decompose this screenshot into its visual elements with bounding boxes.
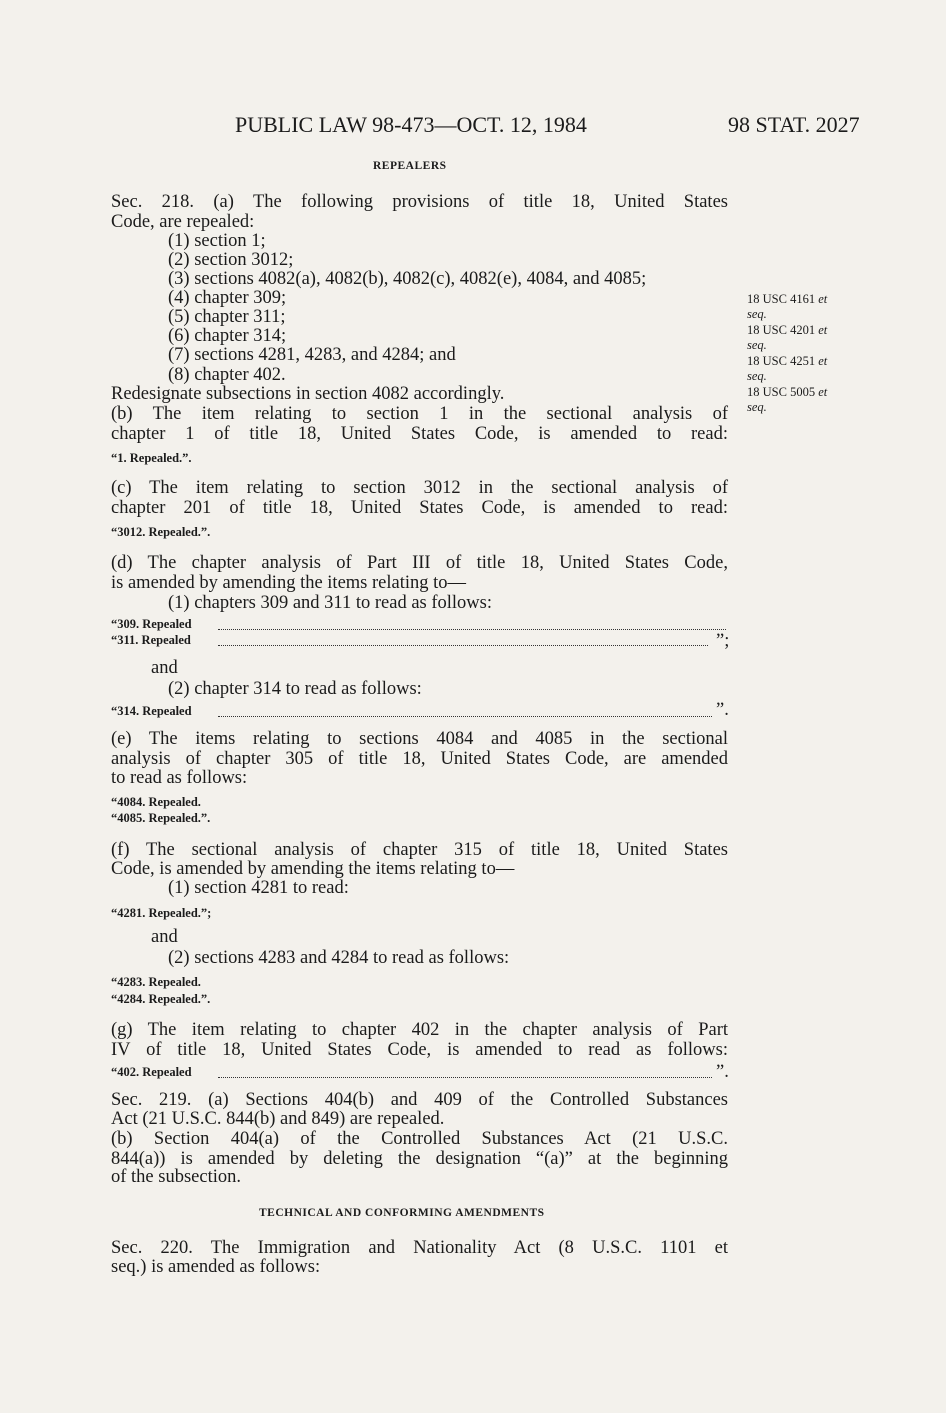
margin-note-2-cont: seq. — [747, 338, 767, 352]
margin-note-4: 18 USC 5005 et — [747, 385, 828, 399]
margin-note-1-cont: seq. — [747, 307, 767, 321]
margin-note-1: 18 USC 4161 et — [747, 292, 828, 306]
sec218-d-line2: is amended by amending the items relating to— — [111, 573, 467, 593]
sec218-d-and: and — [151, 658, 178, 678]
sec218-item-6: (6) chapter 314; — [168, 326, 287, 346]
sec218-c-quote: “3012. Repealed.”. — [111, 525, 211, 539]
sec218-d-q314-end: ”. — [716, 700, 729, 720]
sec218-e-q4084: “4084. Repealed. — [111, 795, 201, 809]
sec218-item-3: (3) sections 4082(a), 4082(b), 4082(c), 4082(e), 4084, and 4085; — [168, 269, 647, 289]
sec220-line2: seq.) is amended as follows: — [111, 1257, 321, 1277]
sec218-item-7: (7) sections 4281, 4283, and 4284; and — [168, 345, 456, 365]
sec218-line2: Code, are repealed: — [111, 212, 255, 232]
section-heading-repealers: REPEALERS — [373, 160, 447, 172]
sec218-f-q4284: “4284. Repealed.”. — [111, 992, 211, 1006]
margin-note-4-cont: seq. — [747, 400, 767, 414]
margin-note-2: 18 USC 4201 et — [747, 323, 828, 337]
sec218-d-q311: “311. Repealed — [111, 633, 191, 647]
sec218-b-line2: chapter 1 of title 18, United States Code, is amended to read: — [111, 424, 728, 444]
sec218-g-q402-end: ”. — [716, 1062, 729, 1082]
sec218-f-q4283: “4283. Repealed. — [111, 975, 201, 989]
margin-note-3-cont: seq. — [747, 369, 767, 383]
sec220-line1: Sec. 220. The Immigration and Nationality Act (8 U.S.C. 1101 et — [111, 1238, 728, 1258]
sec219-line2: Act (21 U.S.C. 844(b) and 849) are repealed. — [111, 1109, 445, 1129]
sec218-e-line3: to read as follows: — [111, 768, 248, 788]
sec219-line4: 844(a)) is amended by deleting the designation “(a)” at the beginning — [111, 1149, 728, 1169]
sec218-f-and: and — [151, 927, 178, 947]
sec218-d-q309: “309. Repealed — [111, 617, 192, 631]
sec218-b-quote: “1. Repealed.”. — [111, 451, 192, 465]
running-header-law: PUBLIC LAW 98-473—OCT. 12, 1984 — [235, 112, 587, 137]
sec218-item-8: (8) chapter 402. — [168, 365, 286, 385]
page-stat-number: 98 STAT. 2027 — [728, 112, 860, 137]
sec218-d-item2: (2) chapter 314 to read as follows: — [168, 679, 422, 699]
sec218-g-q402: “402. Repealed — [111, 1065, 192, 1079]
sec218-d-item1: (1) chapters 309 and 311 to read as follows: — [168, 593, 493, 613]
sec218-b-line1: (b) The item relating to section 1 in the sectional analysis of — [111, 404, 728, 424]
sec219-line3: (b) Section 404(a) of the Controlled Substances Act (21 U.S.C. — [111, 1129, 728, 1149]
sec218-c-line2: chapter 201 of title 18, United States Code, is amended to read: — [111, 498, 728, 518]
sec218-d-q311-end: ”; — [716, 631, 730, 651]
leader-dots-311 — [218, 645, 708, 646]
sec218-f-line1: (f) The sectional analysis of chapter 315 of title 18, United States — [111, 840, 728, 860]
sec218-item-5: (5) chapter 311; — [168, 307, 286, 327]
sec218-g-line1: (g) The item relating to chapter 402 in the chapter analysis of Part — [111, 1020, 728, 1040]
sec218-item-1: (1) section 1; — [168, 231, 266, 251]
leader-dots-309 — [218, 629, 726, 630]
sec219-line1: Sec. 219. (a) Sections 404(b) and 409 of the Controlled Substances — [111, 1090, 728, 1110]
leader-dots-314 — [218, 716, 712, 717]
sec218-e-line1: (e) The items relating to sections 4084 and 4085 in the sectional — [111, 729, 728, 749]
sec218-e-q4085: “4085. Repealed.”. — [111, 811, 211, 825]
sec218-c-line1: (c) The item relating to section 3012 in the sectional analysis of — [111, 478, 728, 498]
sec219-line5: of the subsection. — [111, 1167, 241, 1187]
sec218-d-line1: (d) The chapter analysis of Part III of title 18, United States Code, — [111, 553, 728, 573]
sec218-f-item1: (1) section 4281 to read: — [168, 878, 349, 898]
section-heading-technical: TECHNICAL AND CONFORMING AMENDMENTS — [259, 1207, 545, 1219]
sec218-f-line2: Code, is amended by amending the items relating to— — [111, 859, 515, 879]
sec218-item-2: (2) section 3012; — [168, 250, 294, 270]
leader-dots-402 — [218, 1077, 712, 1078]
sec218-g-line2: IV of title 18, United States Code, is amended to read as follows: — [111, 1040, 728, 1060]
sec218-f-item2: (2) sections 4283 and 4284 to read as follows: — [168, 948, 510, 968]
sec218-item-4: (4) chapter 309; — [168, 288, 287, 308]
sec218-redesignate: Redesignate subsections in section 4082 accordingly. — [111, 384, 505, 404]
sec218-e-line2: analysis of chapter 305 of title 18, United States Code, are amended — [111, 749, 728, 769]
sec218-f-q4281: “4281. Repealed.”; — [111, 906, 212, 920]
sec218-d-q314: “314. Repealed — [111, 704, 192, 718]
sec218-line1: Sec. 218. (a) The following provisions of title 18, United States — [111, 192, 728, 212]
margin-note-3: 18 USC 4251 et — [747, 354, 828, 368]
